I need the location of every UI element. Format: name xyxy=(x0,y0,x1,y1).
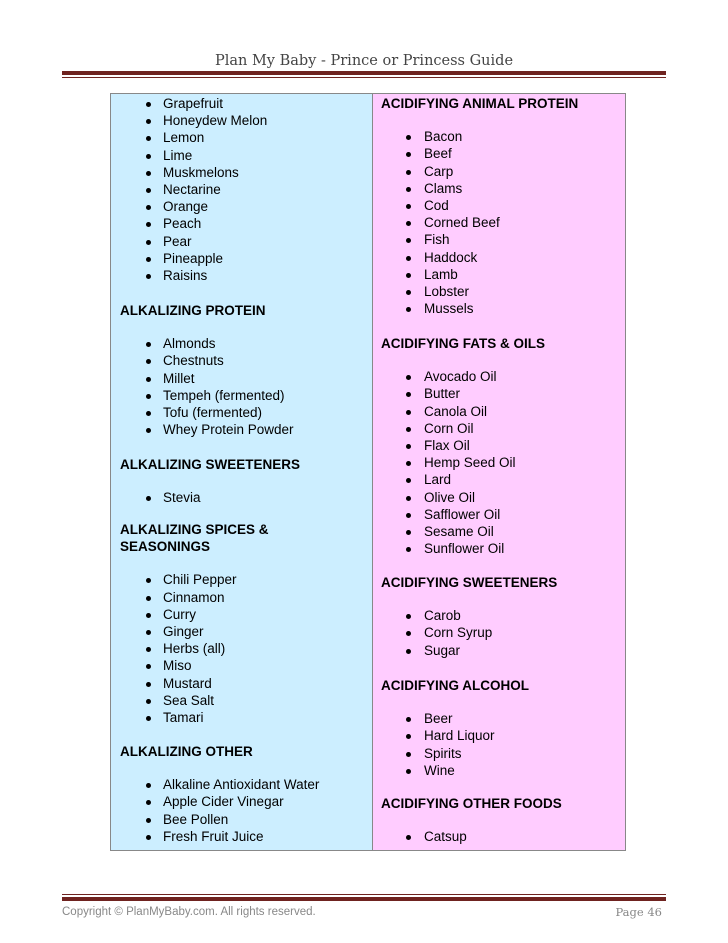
list-item: Corned Beef xyxy=(373,214,625,231)
list-item: Corn Oil xyxy=(373,420,625,437)
list-item: Sugar xyxy=(373,642,625,659)
list-item: Honeydew Melon xyxy=(111,112,372,129)
list-item: Tempeh (fermented) xyxy=(111,387,372,404)
header-rule-thick xyxy=(62,71,666,75)
list-item: Olive Oil xyxy=(373,489,625,506)
list-item: Tamari xyxy=(111,709,372,726)
list-item: Chili Pepper xyxy=(111,571,372,588)
list-item: Cinnamon xyxy=(111,589,372,606)
section-heading: ACIDIFYING OTHER FOODS xyxy=(381,796,562,811)
section-heading: ALKALIZING SWEETENERS xyxy=(120,457,301,472)
list-item: Wine xyxy=(373,762,625,779)
list-item: Mussels xyxy=(373,300,625,317)
list-item: Haddock xyxy=(373,249,625,266)
list-item: Flax Oil xyxy=(373,437,625,454)
alkalizing-protein-list xyxy=(111,335,372,438)
list-item: Bacon xyxy=(373,128,625,145)
section-heading: ACIDIFYING SWEETENERS xyxy=(381,575,558,590)
footer-copyright: Copyright © PlanMyBaby.com. All rights reserved. xyxy=(62,906,316,918)
list-item: Herbs (all) xyxy=(111,640,372,657)
list-item: Chestnuts xyxy=(111,352,372,369)
page-header-title: Plan My Baby - Prince or Princess Guide xyxy=(214,53,514,69)
list-item: Clams xyxy=(373,180,625,197)
footer-rule-thin xyxy=(62,894,666,895)
list-item: Sea Salt xyxy=(111,692,372,709)
list-item: Raisins xyxy=(111,267,372,284)
list-item: Pear xyxy=(111,233,372,250)
list-item: Sesame Oil xyxy=(373,523,625,540)
alkalizing-other-section xyxy=(111,743,372,845)
list-item: Alkaline Antioxidant Water xyxy=(111,776,372,793)
section-heading: ALKALIZING SPICES & xyxy=(120,522,269,537)
list-item: Corn Syrup xyxy=(373,624,625,641)
section-heading: ACIDIFYING ALCOHOL xyxy=(381,678,529,693)
section-heading: ALKALIZING OTHER xyxy=(120,744,253,759)
list-item: Peach xyxy=(111,215,372,232)
acidifying-animal-protein-section xyxy=(373,95,625,317)
list-item: Stevia xyxy=(111,489,372,506)
acidifying-sweeteners-section xyxy=(373,574,625,659)
list-item: Hard Liquor xyxy=(373,727,625,744)
section-heading: ACIDIFYING FATS & OILS xyxy=(381,336,546,351)
alkalizing-protein-section xyxy=(111,302,372,438)
section-heading-line2: SEASONINGS xyxy=(120,539,211,555)
list-item: Fresh Fruit Juice xyxy=(111,828,372,845)
list-item: Avocado Oil xyxy=(373,368,625,385)
column-divider xyxy=(372,93,373,851)
list-item: Almonds xyxy=(111,335,372,352)
acidifying-alcohol-list xyxy=(373,710,625,779)
list-item: Muskmelons xyxy=(111,164,372,181)
acidifying-other-foods-list xyxy=(373,828,625,845)
list-item: Lime xyxy=(111,147,372,164)
alkalizing-sweeteners-section xyxy=(111,456,372,506)
list-item: Ginger xyxy=(111,623,372,640)
list-item: Hemp Seed Oil xyxy=(373,454,625,471)
list-item: Spirits xyxy=(373,745,625,762)
footer-page-number: Page 46 xyxy=(615,905,662,919)
acidifying-fats-oils-section xyxy=(373,335,625,557)
header-rule-thin xyxy=(62,77,666,78)
list-item: Curry xyxy=(111,606,372,623)
alkalizing-spices-section xyxy=(111,521,372,726)
list-item: Nectarine xyxy=(111,181,372,198)
list-item: Carp xyxy=(373,163,625,180)
list-item: Miso xyxy=(111,657,372,674)
acidifying-other-foods-section xyxy=(373,795,625,845)
list-item: Safflower Oil xyxy=(373,506,625,523)
acidifying-animal-protein-list xyxy=(373,128,625,317)
list-item: Grapefruit xyxy=(111,95,372,112)
list-item: Lard xyxy=(373,471,625,488)
list-item: Mustard xyxy=(111,675,372,692)
list-item: Orange xyxy=(111,198,372,215)
list-item: Canola Oil xyxy=(373,403,625,420)
fruit-list xyxy=(111,95,372,284)
acidifying-fats-oils-list xyxy=(373,368,625,557)
list-item: Whey Protein Powder xyxy=(111,421,372,438)
list-item: Beer xyxy=(373,710,625,727)
alkalizing-spices-list xyxy=(111,571,372,726)
list-item: Carob xyxy=(373,607,625,624)
acidifying-column xyxy=(372,93,626,851)
list-item: Apple Cider Vinegar xyxy=(111,793,372,810)
list-item: Sunflower Oil xyxy=(373,540,625,557)
list-item: Pineapple xyxy=(111,250,372,267)
list-item: Lamb xyxy=(373,266,625,283)
list-item: Butter xyxy=(373,385,625,402)
list-item: Lemon xyxy=(111,129,372,146)
list-item: Lobster xyxy=(373,283,625,300)
acidifying-sweeteners-list xyxy=(373,607,625,659)
list-item: Tofu (fermented) xyxy=(111,404,372,421)
list-item: Fish xyxy=(373,231,625,248)
list-item: Beef xyxy=(373,145,625,162)
section-heading: ACIDIFYING ANIMAL PROTEIN xyxy=(381,96,579,111)
fruit-continued-section xyxy=(111,95,372,284)
list-item: Millet xyxy=(111,370,372,387)
acidifying-alcohol-section xyxy=(373,677,625,779)
alkalizing-column xyxy=(110,93,372,851)
footer-rule-thick xyxy=(62,897,666,901)
list-item: Bee Pollen xyxy=(111,811,372,828)
alkalizing-sweeteners-list xyxy=(111,489,372,506)
alkalizing-other-list xyxy=(111,776,372,845)
list-item: Cod xyxy=(373,197,625,214)
list-item: Catsup xyxy=(373,828,625,845)
section-heading: ALKALIZING PROTEIN xyxy=(120,303,266,318)
